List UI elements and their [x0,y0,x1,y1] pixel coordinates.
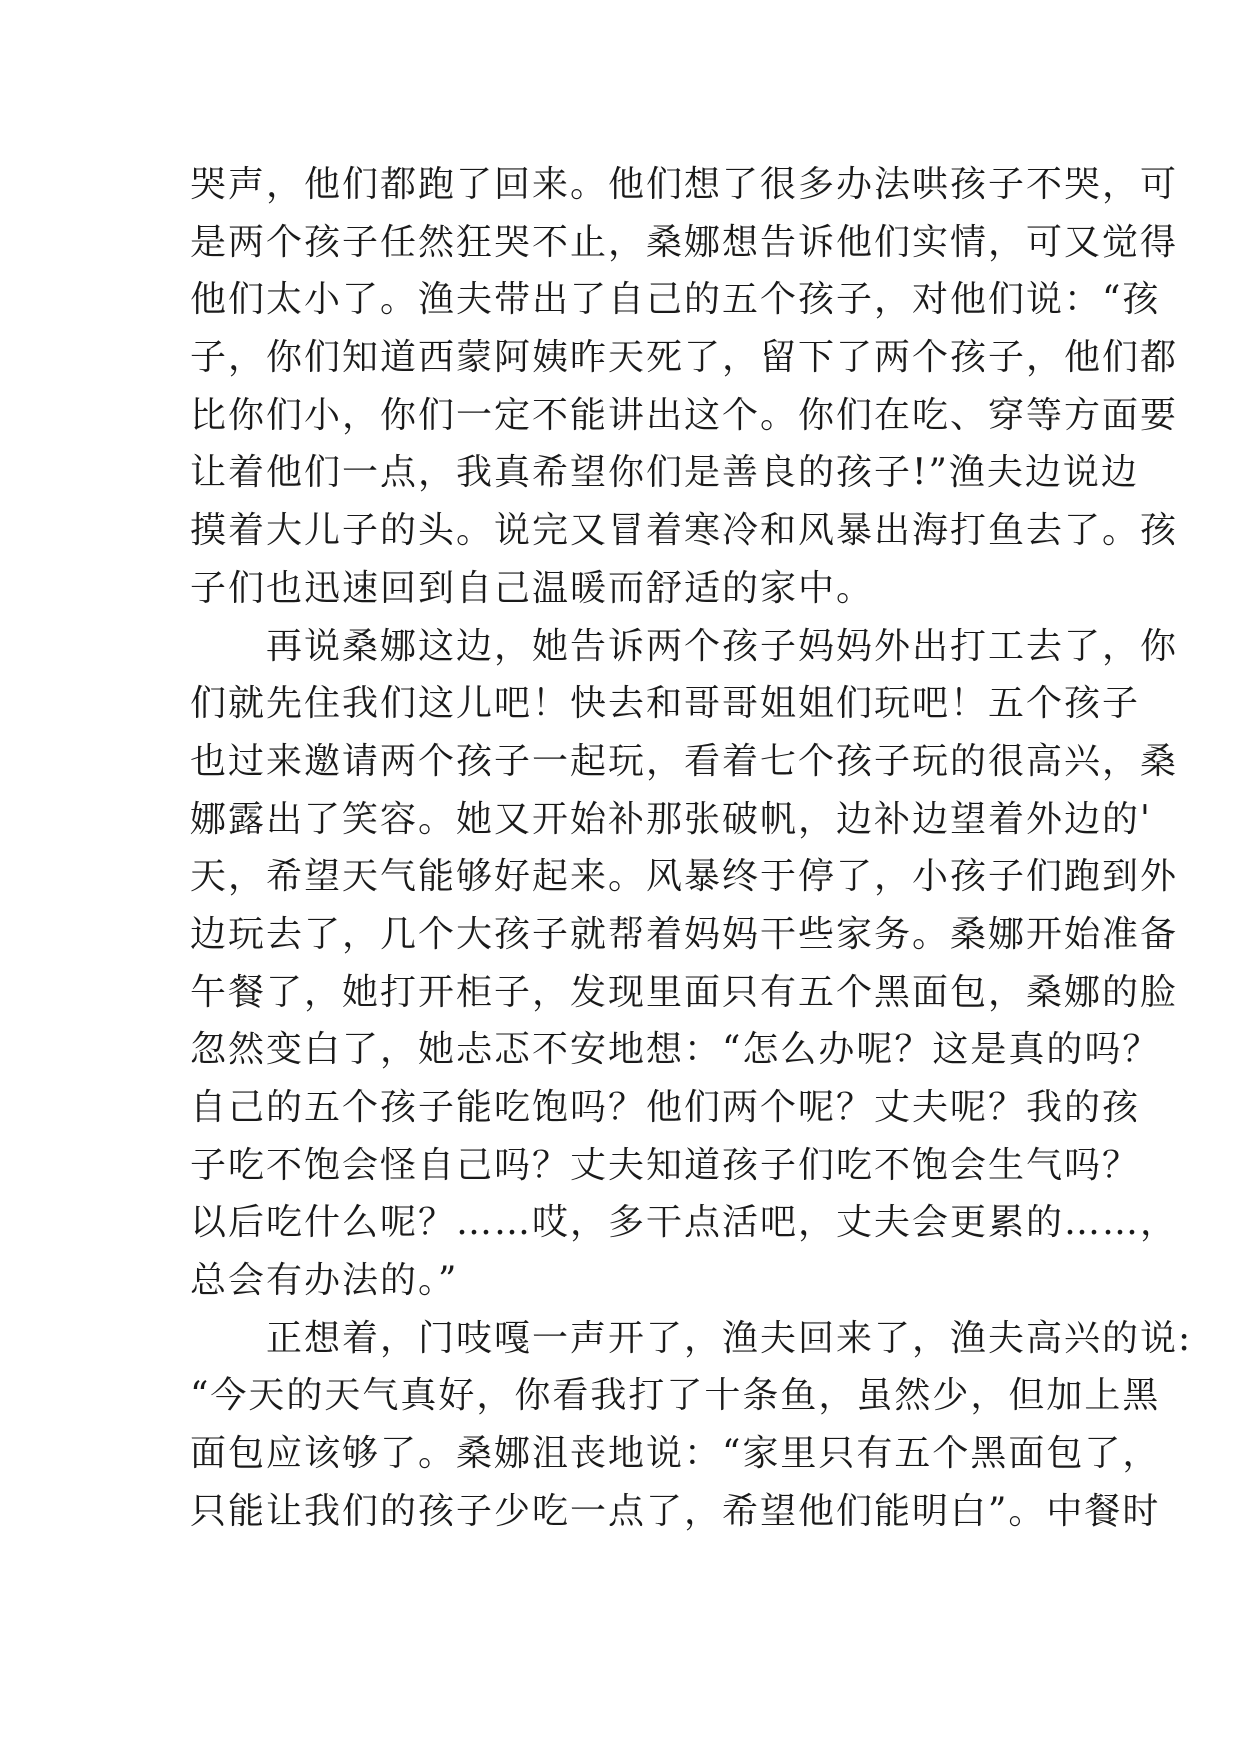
text-line: 总会有办法的。” [190,1260,459,1302]
text-line: 午餐了，她打开柜子，发现里面只有五个黑面包，桑娜的脸 [190,971,1179,1013]
text-line: 子吃不饱会怪自己吗？丈夫知道孩子们吃不饱会生气吗？ [190,1144,1141,1186]
text-line: 摸着大儿子的头。说完又冒着寒冷和风暴出海打鱼去了。孩 [190,510,1179,552]
text-line: 忽然变白了，她忐忑不安地想：“怎么办呢？这是真的吗？ [190,1029,1161,1071]
text-line: 哭声，他们都跑了回来。他们想了很多办法哄孩子不哭，可 [190,164,1179,205]
text-line: 也过来邀请两个孩子一起玩，看着七个孩子玩的很高兴，桑 [190,740,1179,782]
text-line: 正想着，门吱嘎一声开了，渔夫回来了，渔夫高兴的说: [190,1317,1193,1359]
text-line: 只能让我们的孩子少吃一点了，希望他们能明白”。中餐时 [190,1490,1161,1532]
text-line: 子们也迅速回到自己温暖而舒适的家中。 [190,567,875,609]
text-line: 们就先住我们这儿吧！快去和哥哥姐姐们玩吧！五个孩子 [190,683,1141,725]
text-line: 边玩去了，几个大孩子就帮着妈妈干些家务。桑娜开始准备 [190,913,1179,955]
text-line: 自己的五个孩子能吃饱吗？他们两个呢？丈夫呢？我的孩 [190,1087,1141,1128]
text-line: 再说桑娜这边，她告诉两个孩子妈妈外出打工去了，你 [190,625,1179,667]
story-text [190,156,1193,1541]
text-line: 以后吃什么呢？……哎，多干点活吧，丈夫会更累的……， [190,1202,1179,1244]
text-line: 他们太小了。渔夫带出了自己的五个孩子，对他们说：“孩 [190,279,1161,321]
text-line: 面包应该够了。桑娜沮丧地说：“家里只有五个黑面包了， [190,1433,1161,1475]
text-line: “今天的天气真好，你看我打了十条鱼，虽然少，但加上黑 [190,1375,1161,1417]
text-line: 比你们小，你们一定不能讲出这个。你们在吃、穿等方面要 [190,394,1179,436]
text-line: 天，希望天气能够好起来。风暴终于停了，小孩子们跑到外 [190,856,1179,898]
text-line: 让着他们一点，我真希望你们是善良的孩子!”渔夫边说边 [190,452,1139,494]
text-line: 是两个孩子任然狂哭不止，桑娜想告诉他们实情，可又觉得 [190,221,1179,263]
text-line: 娜露出了笑容。她又开始补那张破帆，边补边望着外边的' [190,798,1152,840]
text-line: 子，你们知道西蒙阿姨昨天死了，留下了两个孩子，他们都 [190,337,1179,379]
